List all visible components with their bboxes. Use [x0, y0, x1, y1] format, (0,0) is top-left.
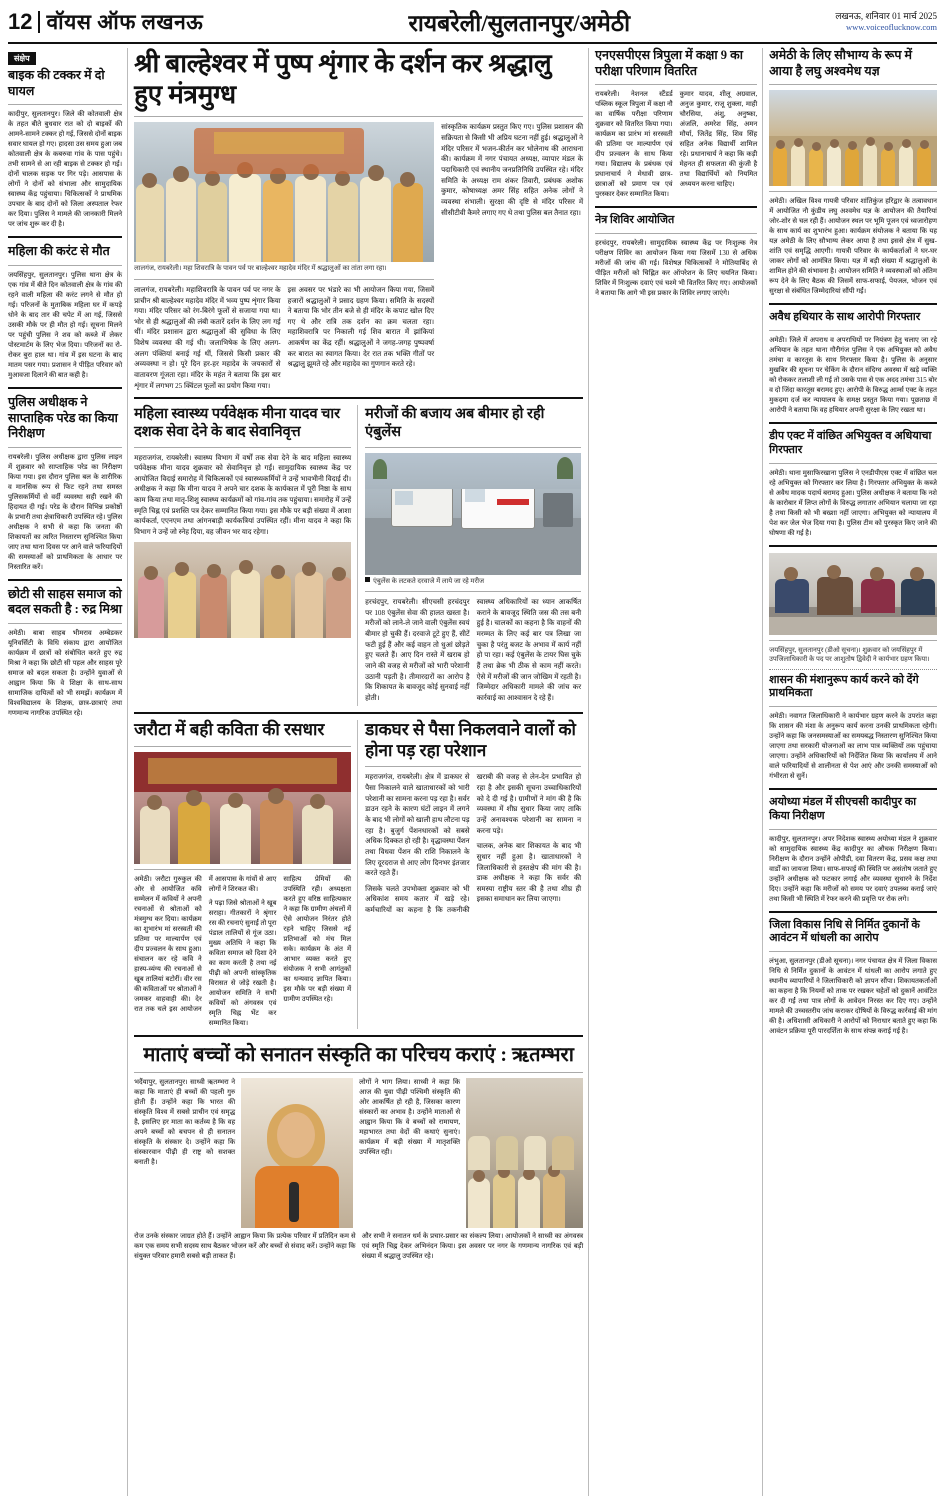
brief-item [8, 244, 122, 381]
place-date: लखनऊ, शनिवार 01 मार्च 2025 [835, 11, 937, 22]
exam-result-story [595, 48, 757, 200]
lead-headline: श्री बाल्हेश्वर में पुष्प शृंगार के दर्शन कर श्रद्धालु हुए मंत्रमुग्ध [134, 49, 552, 110]
governance-headline: शासन की मंशानुरूप कार्य करने को देंगे प्राथमिकता [769, 673, 919, 700]
eye-camp-body: हरचंदपुर, रायबरेली। सामुदायिक स्वास्थ्य केंद्र पर निःशुल्क नेत्र परीक्षण शिविर का आयोजन किया गया जिसमें 130 से अधिक मरीजों की जांच की गई। विशेषज्ञ चिकित्सकों ने मोतियाबिंद से पीड़ित मरीजों को चिह्नित कर ऑपरेशन के लिए चयनित किया। शिविर में निःशुल्क दवाएं एवं चश्मे भी वितरित किए गए। आयोजकों ने बताया कि आगे भी इस प्रकार के शिविर लगाए जाएंगे। [595, 240, 758, 297]
page-number: 12 [8, 9, 33, 34]
ambulance-road-photo [365, 453, 581, 575]
exam-result-headline: एनएसपीएस त्रिपुला में कक्षा 9 का परीक्षा परिणाम वितरित [595, 48, 743, 78]
lead-photo-caption: लालगंज, रायबरेली। महा शिवरात्रि के पावन पर्व पर बाल्हेश्वर महादेव मंदिर में श्रद्धालुओं का तांता लगा रहा। [134, 265, 387, 273]
poetry-body-1: अमेठी। जरौटा गुरुकुल की ओर से आयोजित कवि सम्मेलन में कवियों ने अपनी रचनाओं से श्रोताओं को मंत्रमुग्ध कर दिया। कार्यक्रम का शुभारंभ मां सरस्वती की प्रतिमा पर माल्यार्पण एवं दीप प्रज्वलन के साथ हुआ। संचालन कर रहे कवि ने हास्य-व्यंग्य की रचनाओं से खूब तालियां बटोरीं। वीर रस की कविताओं पर श्रोताओं ने जमकर वाहवाही की। देर रात तक चले इस आयोजन में आसपास के गांवों से आए लोगों ने शिरकत की। [134, 875, 277, 1013]
yagya-ground-photo [769, 90, 937, 186]
masthead [8, 6, 937, 44]
brief-headline: छोटी सी साहस समाज को बदल सकती है : रुद्र मिश्रा [8, 586, 123, 617]
chc-inspection-headline: अयोध्या मंडल में सीएचसी कादीपुर का किया निरीक्षण [769, 796, 917, 822]
poetry-story [134, 720, 358, 1029]
audience-photo [466, 1078, 583, 1228]
publication-title: वॉयस ऑफ लखनऊ [46, 10, 204, 34]
narcotics-headline: डीप एक्ट में वांछित अभियुक्त व अधियाचा गिरफ्तार [769, 430, 932, 456]
retirement-body: महराजगंज, रायबरेली। स्वास्थ्य विभाग में वर्षों तक सेवा देने के बाद महिला स्वास्थ्य पर्यवेक्षक मीना यादव शुक्रवार को सेवानिवृत्त हो गईं। सामुदायिक स्वास्थ्य केंद्र पर आयोजित विदाई समारोह में चिकित्सकों एवं स्वास्थ्यकर्मियों ने उन्हें भावभीनी विदाई दी। अधीक्षक ने कहा कि मीना यादव ने अपने चार दशक के कार्यकाल में पूरी निष्ठा के साथ काम किया तथा मातृ-शिशु स्वास्थ्य कार्यक्रमों को गांव-गांव तक पहुंचाया। समारोह में उन्हें स्मृति चिह्न एवं प्रशस्ति पत्र देकर सम्मानित किया गया। इस मौके पर बड़ी संख्या में आशा कार्यकर्ता, एएनएम तथा आंगनबाड़ी कार्यकत्रियां उपस्थित रहीं। मीना यादव ने कहा कि विभाग ने उन्हें जो स्नेह दिया, वह जीवन भर याद रहेगा। [134, 453, 352, 537]
poetry-body-2: ने पढ़ा जिसे श्रोताओं ने खूब सराहा। गीतकारों ने श्रृंगार रस की रचनाएं सुनाईं तो पूरा पंडाल तालियों से गूंज उठा। मुख्य अतिथि ने कहा कि कविता समाज को दिशा देने का काम करती है तथा नई पीढ़ी को अपनी सांस्कृतिक विरासत से जोड़े रखती है। आयोजन समिति ने सभी कवियों को अंगवस्त्र एवं स्मृति चिह्न भेंट कर सम्मानित किया। [208, 899, 277, 1027]
shop-allotment-body: लंभुआ, सुलतानपुर (डीओ सूचना)। नगर पंचायत क्षेत्र में जिला विकास निधि से निर्मित दुकानों के आवंटन में धांधली का आरोप लगाते हुए स्थानीय व्यापारियों ने जिलाधिकारी को ज्ञापन सौंपा। शिकायतकर्ताओं का कहना है कि नियमों को ताक पर रखकर चहेतों को दुकानें आवंटित कर दी गईं तथा पात्र लोगों के आवेदन निरस्त कर दिए गए। उन्होंने मामले की उच्चस्तरीय जांच कराकर दोषियों के विरुद्ध कार्रवाई की मांग की है। अधिशासी अधिकारी ने आरोपों को निराधार बताते हुए कहा कि आवंटन प्रक्रिया पूरी पारदर्शिता के साथ संपन्न कराई गई है। [769, 958, 937, 1036]
arms-arrest-headline: अवैध हथियार के साथ आरोपी गिरफ्तार [769, 311, 921, 324]
brief-body: रायबरेली। पुलिस अधीक्षक द्वारा पुलिस लाइन में शुक्रवार को साप्ताहिक परेड का निरीक्षण किया गया। इस दौरान पुलिस बल के शारीरिक व मानसिक रूप से फिट रहने तथा समस्त पुलिसकर्मियों से वर्दी व्यवस्था सही रखने की हिदायत दी गई। परेड के दौरान विभिन्न प्रकोष्ठों के प्रभारी तथा क्षेत्राधिकारी उपस्थित रहे। पुलिस अधीक्षक ने सभी से कहा कि जनता की शिकायतों का त्वरित निस्तारण सुनिश्चित किया जाए तथा थाना दिवस पर आने वाले फरियादियों की समस्याओं को प्राथमिकता के आधार पर निस्तारित करें। [8, 453, 123, 571]
chc-inspection-story [769, 796, 937, 905]
page-columns [8, 48, 937, 1496]
masthead-left [8, 8, 203, 36]
exam-result-body-1: रायबरेली। नेशनल स्टैंडर्ड पब्लिक स्कूल त्रिपुला में कक्षा नौ का वार्षिक परीक्षा परिणाम शुक्रवार को वितरित किया गया। कार्यक्रम का प्रारंभ मां सरस्वती की प्रतिमा पर माल्यार्पण एवं दीप प्रज्वलन के साथ किया गया। विद्यालय के प्रबंधक एवं प्रधानाचार्य ने मेधावी छात्र-छात्राओं को प्रमाण पत्र एवं पुरस्कार देकर सम्मानित किया। [595, 91, 673, 199]
column-main [134, 48, 589, 1496]
brief-body: जयसिंहपुर, सुलतानपुर। पुलिस थाना क्षेत्र के एक गांव में बीते दिन कोतवाली क्षेत्र के गांव की रहने वाली महिला की करंट लगने से मौत हो गई। परिजनों के मुताबिक महिला घर में कपड़े धोने के बाद तार की चपेट में आ गई, जिससे उसकी मौके पर ही मौत हो गई। सूचना मिलने पर पहुंची पुलिस ने शव को कब्जे में लेकर पोस्टमार्टम के लिए भेज दिया। परिजनों का रो-रोकर बुरा हाल था। गांव में इस घटना के बाद मातम पसर गया। प्रशासन ने पीड़ित परिवार को मुआवजा दिलाने की बात कही है। [8, 271, 123, 379]
eye-camp-headline: नेत्र शिविर आयोजित [595, 214, 675, 227]
section-title: रायबरेली/सुलतानपुर/अमेठी [408, 11, 631, 36]
chc-inspection-body: कादीपुर, सुलतानपुर। अपर निदेशक स्वास्थ्य अयोध्या मंडल ने शुक्रवार को सामुदायिक स्वास्थ्य केंद्र कादीपुर का औचक निरीक्षण किया। निरीक्षण के दौरान उन्होंने ओपीडी, दवा वितरण केंद्र, प्रसव कक्ष तथा वार्डों का जायजा लिया। साफ-सफाई की स्थिति पर असंतोष जताते हुए उन्होंने अधीक्षक को फटकार लगाई और व्यवस्था सुधारने के निर्देश दिए। उन्होंने कहा कि मरीजों को समय पर दवाएं उपलब्ध कराई जाएं तथा किसी भी स्थिति में रेफर करने की प्रवृत्ति पर रोक लगे। [769, 835, 937, 903]
narcotics-story [769, 430, 937, 539]
eye-camp-story [595, 214, 757, 299]
divider [38, 11, 40, 33]
governance-body: अमेठी। नवागत जिलाधिकारी ने कार्यभार ग्रहण करने के उपरांत कहा कि शासन की मंशा के अनुरूप कार्य करना उनकी प्राथमिकता रहेगी। उन्होंने कहा कि जनसमस्याओं का समयबद्ध निस्तारण सुनिश्चित किया जाएगा तथा सरकारी योजनाओं का लाभ पात्र व्यक्तियों तक पहुंचाया जाएगा। उन्होंने अधिकारियों को निर्देशित किया कि कार्यालय में आने वाले फरियादियों से शालीनता से पेश आएं और उनकी समस्याओं को गंभीरता से सुनें। [769, 713, 937, 781]
ritambhara-body-1: भदैंयापुर, सुलतानपुर। साध्वी ऋतम्भरा ने कहा कि माताएं ही बच्चों की पहली गुरु होती हैं। उन्होंने कहा कि भारत की संस्कृति विश्व में सबसे प्राचीन एवं समृद्ध है, इसलिए हर माता का कर्तव्य है कि वह अपने बच्चों को बचपन से ही सनातन संस्कृति के संस्कार दे। उन्होंने कहा कि संस्कारवान पीढ़ी ही राष्ट्र को सशक्त बनाती है। [134, 1079, 236, 1167]
brief-headline: पुलिस अधीक्षक ने साप्ताहिक परेड का किया निरीक्षण [8, 394, 118, 441]
ritambhara-story [134, 1043, 583, 1262]
yagya-story [769, 48, 937, 297]
ritambhara-headline: माताएं बच्चों को सनातन संस्कृति का परिचय कराएं : ऋतम्भरा [143, 1043, 574, 1066]
ambulance-headline: मरीजों की बजाय अब बीमार हो रही एंबुलेंस [365, 406, 545, 441]
poetry-headline: जरौटा में बही कविता की रसधार [134, 719, 325, 739]
lead-body-3: इस अवसर पर भंडारे का भी आयोजन किया गया, जिसमें हजारों श्रद्धालुओं ने प्रसाद ग्रहण किया। समिति के सदस्यों ने बताया कि भोर तीन बजे से ही मंदिर के कपाट खोल दिए गए थे और रात्रि तक दर्शन का क्रम चलता रहा। महाशिवरात्रि पर निकाली गई शिव बारात में झांकियां आकर्षण का केंद्र रहीं। श्रद्धालुओं ने जगह-जगह पुष्पवर्षा कर बारात का स्वागत किया। देर रात तक भक्ति गीतों पर श्रद्धालु झूमते रहे और महादेव का गुणगान करते रहे। [287, 285, 435, 369]
ambulance-story [365, 405, 581, 706]
exam-result-body-2: कुमार यादव, शीलू अग्रवाल, अनुज कुमार, राजू शुक्ला, माही चौरसिया, अंशु, अनुष्का, अंजलि, अमरेश सिंह, अमन मौर्या, जितेंद्र सिंह, शिव सिंह सहित अनेक विद्यार्थी शामिल रहे। प्रधानाचार्य ने कहा कि कड़ी मेहनत ही सफलता की कुंजी है तथा विद्यार्थियों को नियमित अध्ययन करना चाहिए। [679, 91, 758, 189]
brief-item [8, 395, 122, 573]
column-four [769, 48, 937, 1496]
website-url: www.voiceoflucknow.com [846, 22, 937, 33]
poetry-body-3: साहित्य प्रेमियों की उपस्थिति रही। अध्यक्षता करते हुए वरिष्ठ साहित्यकार ने कहा कि ग्रामीण अंचलों में ऐसे आयोजन निरंतर होते रहने चाहिए जिससे नई प्रतिभाओं को मंच मिल सके। कार्यक्रम के अंत में आभार व्यक्त करते हुए संयोजक ने सभी आगंतुकों का धन्यवाद ज्ञापित किया। इस मौके पर बड़ी संख्या में ग्रामीण उपस्थित रहे। [283, 875, 352, 1003]
shop-allotment-story [769, 919, 937, 1038]
yagya-headline: अमेठी के लिए सौभाग्य के रूप में आया है लघु अश्वमेध यज्ञ [769, 48, 913, 78]
arms-arrest-story [769, 311, 937, 416]
governance-story [769, 553, 937, 783]
brief-headline: महिला की करंट से मौत [8, 244, 110, 259]
column-briefs [8, 48, 128, 1496]
officials-meeting-photo [769, 553, 937, 635]
brief-item [8, 68, 122, 230]
post-office-headline: डाकघर से पैसा निकलवाने वालों को होना पड़ रहा परेशान [365, 719, 576, 760]
temple-devotees-photo [134, 122, 434, 262]
yagya-body: अमेठी। अखिल विश्व गायत्री परिवार शांतिकुंज हरिद्वार के तत्वावधान में आयोजित नौ कुंडीय लघु अश्वमेध यज्ञ के आयोजन की तैयारियां जोर-शोर से चल रही हैं। आयोजन स्थल पर भूमि पूजन एवं ध्वजारोहण के साथ कार्य का शुभारंभ हुआ। कार्यक्रम संयोजक ने बताया कि यह यज्ञ अमेठी के लिए सौभाग्य लेकर आया है तथा इससे क्षेत्र में सुख-शांति एवं समृद्धि आएगी। गायत्री परिवार के कार्यकर्ताओं ने घर-घर जाकर लोगों को आमंत्रित किया। यज्ञ में बड़ी संख्या में श्रद्धालुओं के शामिल होने की संभावना है। आयोजन समिति ने व्यवस्थाओं को अंतिम रूप देने के लिए बैठक की जिसमें साफ-सफाई, पेयजल, भोजन एवं सुरक्षा से संबंधित जिम्मेदारियां सौंपी गईं। [769, 198, 937, 296]
post-office-body-1: महराजगंज, रायबरेली। क्षेत्र में डाकघर से पैसा निकालने वाले खाताधारकों को भारी परेशानी का सामना करना पड़ रहा है। सर्वर डाउन रहने के कारण घंटों लाइन में लगने के बाद भी लोगों को खाली हाथ लौटना पड़ रहा है। बुजुर्ग पेंशनधारकों को सबसे अधिक दिक्कत हो रही है। वृद्धावस्था पेंशन तथा विधवा पेंशन की राशि निकालने के लिए दूरदराज से आए लोग दिनभर इंतजार करते रहते हैं। [365, 773, 470, 878]
lead-body-2: सांस्कृतिक कार्यक्रम प्रस्तुत किए गए। पुलिस प्रशासन की सक्रियता से किसी भी अप्रिय घटना नहीं हुई। श्रद्धालुओं ने मंदिर परिसर में भजन-कीर्तन कर भोलेनाथ की आराधना की। कार्यक्रम में नगर पंचायत अध्यक्ष, व्यापार मंडल के पदाधिकारी एवं स्थानीय जनप्रतिनिधि उपस्थित रहे। मंदिर समिति के अध्यक्ष राम शंकर तिवारी, प्रबंधक अशोक कुमार, कोषाध्यक्ष अमर सिंह सहित अनेक लोगों ने व्यवस्था संभाली। सुरक्षा की दृष्टि से मंदिर परिसर में सीसीटीवी कैमरे लगाए गए थे तथा पुलिस बल तैनात रहा। [441, 123, 584, 217]
ambulance-body-2: स्वास्थ्य अधिकारियों का ध्यान आकर्षित कराने के बावजूद स्थिति जस की तस बनी हुई है। चालकों का कहना है कि वाहनों की मरम्मत के लिए कई बार पत्र लिखा जा चुका है परंतु बजट के अभाव में कार्य नहीं हो पा रहा। कई एंबुलेंस के टायर घिस चुके हैं तथा ब्रेक भी ठीक से काम नहीं करते। ऐसे में मरीजों की जान जोखिम में रहती है। जिम्मेदार अधिकारी मामले की जांच कर कार्रवाई का आश्वासन दे रहे हैं। [476, 598, 582, 702]
arms-arrest-body: अमेठी। जिले में अपराध व अपराधियों पर नियंत्रण हेतु चलाए जा रहे अभियान के तहत थाना गौरीगंज पुलिस ने एक अभियुक्त को अवैध तमंचा व कारतूस के साथ गिरफ्तार किया है। पुलिस के अनुसार मुखबिर की सूचना पर चेकिंग के दौरान संदिग्ध अवस्था में खड़े व्यक्ति को रोककर तलाशी ली गई तो उसके पास से एक अदद तमंचा 315 बोर व दो जिंदा कारतूस बरामद हुए। आरोपी के विरुद्ध आर्म्स एक्ट के तहत मुकदमा दर्ज कर न्यायालय के समक्ष प्रस्तुत किया गया। पूछताछ में आरोपी ने बताया कि वह हथियार अपनी सुरक्षा के लिए रखता था। [769, 337, 937, 414]
post-office-body-3: चालक, अनेक बार शिकायत के बाद भी सुधार नहीं हुआ है। खाताधारकों ने जिलाधिकारी से हस्तक्षेप की मांग की है। डाक अधीक्षक ने कहा कि सर्वर की समस्या राष्ट्रीय स्तर की है तथा शीघ्र ही इसका समाधान कर लिया जाएगा। [476, 842, 582, 904]
post-office-story [365, 720, 581, 1029]
sadhvi-speech-photo [241, 1078, 353, 1228]
shop-allotment-headline: जिला विकास निधि से निर्मित दुकानों के आवंटन में धांधली का आरोप [769, 918, 920, 945]
lead-story [134, 48, 583, 391]
poetry-stage-photo [134, 752, 351, 864]
ritambhara-body-4: और सभी ने सनातन धर्म के प्रचार-प्रसार का संकल्प लिया। आयोजकों ने साध्वी का अंगवस्त्र एवं स्मृति चिह्न देकर अभिनंदन किया। इस अवसर पर नगर के गणमान्य नागरिक एवं बड़ी संख्या में श्रद्धालु उपस्थित रहे। [361, 1233, 584, 1261]
lead-body-1: लालगंज, रायबरेली। महाशिवरात्रि के पावन पर्व पर नगर के प्राचीन श्री बाल्हेश्वर महादेव मंदिर में भव्य पुष्प शृंगार किया गया। मंदिर परिसर को रंग-बिरंगे फूलों से सजाया गया था। भोर से ही श्रद्धालुओं की लंबी कतारें दर्शन के लिए लग गई थीं। मंदिर प्रशासन द्वारा श्रद्धालुओं की सुविधा के लिए विशेष व्यवस्था की गई थी। जलाभिषेक के लिए अलग-अलग पंक्तियां बनाई गई थीं, जिससे किसी प्रकार की अव्यवस्था न हो। पूरे दिन हर-हर महादेव के जयकारों से वातावरण गूंजता रहा। मंदिर के महंत ने बताया कि इस बार शृंगार में लगभग 25 क्विंटल फूलों का प्रयोग किया गया। [134, 285, 281, 390]
masthead-right [835, 10, 937, 34]
narcotics-body: अमेठी। थाना मुसाफिरखाना पुलिस ने एनडीपीएस एक्ट में वांछित चल रहे अभियुक्त को गिरफ्तार कर लिया है। गिरफ्तार अभियुक्त के कब्जे से अवैध मादक पदार्थ बरामद हुआ। पुलिस अधीक्षक ने बताया कि नशे के कारोबार में लिप्त लोगों के विरुद्ध लगातार अभियान चलाया जा रहा है तथा किसी को भी बख्शा नहीं जाएगा। अभियुक्त को न्यायालय में पेश कर जेल भेज दिया गया है। पुलिस टीम को पुरस्कृत किए जाने की घोषणा की गई है। [769, 469, 937, 537]
ambulance-body-1: हरचंदपुर, रायबरेली। सीएचसी हरचंदपुर पर 108 एंबुलेंस सेवा की हालत खस्ता है। मरीजों को लाने-ले जाने वाली एंबुलेंस स्वयं बीमार हो चुकी हैं। दरवाजे टूटे हुए हैं, सीटें फटी हुई हैं और कई वाहन तो धुआं छोड़ते हुए चलते हैं। आए दिन रास्ते में खराब हो जाने की वजह से मरीजों को भारी परेशानी उठानी पड़ती है। तीमारदारों का आरोप है कि शिकायत के बावजूद कोई सुनवाई नहीं होती। [365, 598, 470, 702]
ritambhara-body-3: रोज उनके संस्कार जाग्रत होते हैं। उन्होंने आह्वान किया कि प्रत्येक परिवार में प्रतिदिन कम से कम एक समय सभी सदस्य साथ बैठकर भोजन करें और बच्चों से संवाद करें। उन्होंने कहा कि संयुक्त परिवार हमारी सबसे बड़ी ताकत हैं। [134, 1233, 356, 1261]
brief-item [8, 587, 122, 719]
post-office-body-2: जिसके चलते उपभोक्ता शुक्रवार को भी अधिकांश समय कतार में खड़े रहे। कर्मचारियों का कहना है कि तकनीकी खराबी की वजह से लेन-देन प्रभावित हो रहा है और इसकी सूचना उच्चाधिकारियों को दे दी गई है। ग्रामीणों ने मांग की है कि व्यवस्था में शीघ्र सुधार किया जाए ताकि उन्हें अनावश्यक परेशानी का सामना न करना पड़े। [365, 773, 582, 915]
brief-body: कादीपुर, सुलतानपुर। जिले की कोतवाली क्षेत्र के तहत बीते बुधवार रात को दो बाइकों की आमने-सामने टक्कर हो गई, जिससे दोनों बाइक सवार घायल हो गए। हादसा उस समय हुआ जब कोतवाली क्षेत्र के कबरुवा गांव के पास पहुंचे। तभी सामने से आ रही बाइक से टक्कर हो गई। दोनों चालक सड़क पर गिर पड़े। आसपास के लोगों ने दोनों को संभाला और सामुदायिक स्वास्थ्य केंद्र पहुंचाया। चिकित्सकों ने प्राथमिक उपचार के बाद दोनों को जिला अस्पताल रेफर कर दिया। पुलिस ने मामले की जानकारी मिलने पर जांच शुरू कर दी है। [8, 111, 123, 229]
ritambhara-body-2: लोगों ने भाग लिया। साध्वी ने कहा कि आज की युवा पीढ़ी पश्चिमी संस्कृति की ओर आकर्षित हो रही है, जिसका कारण संस्कारों का अभाव है। उन्होंने माताओं से आह्वान किया कि वे बच्चों को रामायण, महाभारत तथा वेदों की कथाएं सुनाएं। कार्यक्रम में बड़ी संख्या में मातृशक्ति उपस्थित रही। [359, 1079, 461, 1157]
brief-headline: बाइक की टक्कर में दो घायल [8, 68, 105, 98]
governance-caption: जयसिंहपुर, सुलतानपुर (डीओ सूचना)। शुक्रवार को जयसिंहपुर में उपजिलाधिकारी के पद पर आशुतोष द्विवेदी ने कार्यभार ग्रहण किया। [769, 646, 930, 664]
brief-body: अमेठी। बाबा साहब भीमराव अम्बेडकर यूनिवर्सिटी के विधि संकाय द्वारा आयोजित कार्यक्रम में छात्रों को संबोधित करते हुए रुद्र मिश्रा ने कहा कि छोटी सी पहल और साहस पूरे समाज को बदल सकता है। उन्होंने युवाओं से आह्वान किया कि वे शिक्षा के साथ-साथ सामाजिक दायित्वों को भी समझें। कार्यक्रम में विश्वविद्यालय के शिक्षक, छात्र-छात्राएं तथा गणमान्य नागरिक उपस्थित रहे। [8, 630, 123, 717]
ambulance-caption [365, 577, 581, 587]
column-three [595, 48, 763, 1496]
retirement-story [134, 405, 358, 706]
briefs-kicker: संक्षेप [8, 52, 36, 65]
felicitation-photo [134, 542, 351, 638]
retirement-headline: महिला स्वास्थ्य पर्यवेक्षक मीना यादव चार दशक सेवा देने के बाद सेवानिवृत्त [134, 406, 341, 441]
ambulance-caption-text: एंबुलेंस के लटकते दरवाजे में लाये जा रहे मरीज [373, 577, 485, 585]
